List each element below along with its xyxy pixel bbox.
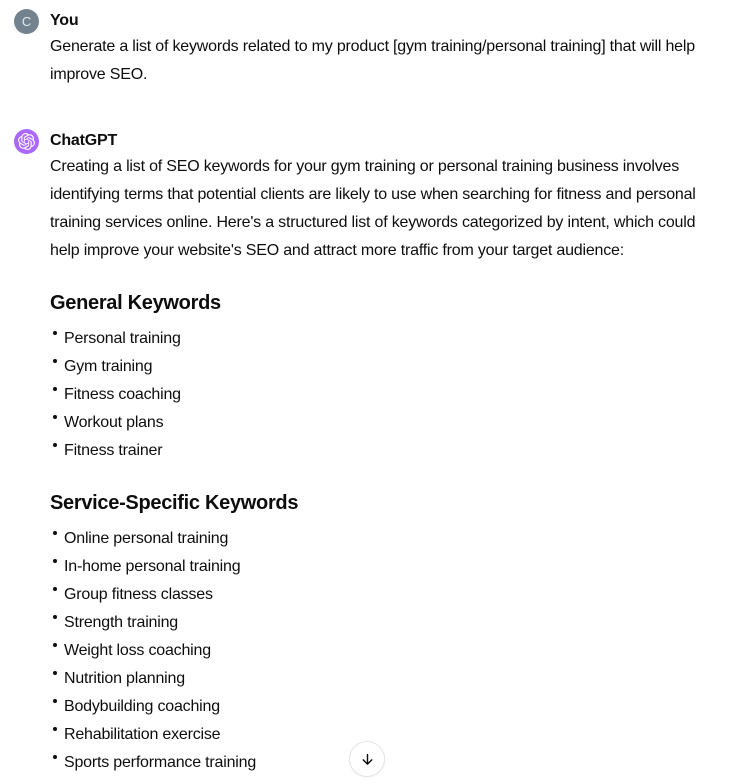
assistant-sender-name: ChatGPT	[50, 132, 118, 149]
keyword-list-service-specific	[50, 525, 724, 777]
chatgpt-avatar	[14, 129, 39, 154]
assistant-intro-text: Creating a list of SEO keywords for your gym training or personal training business involves identifying terms that potential clients are likely to use when searching for fitness and personal training services online. Here's a structured list of keywords categorized by intent, which could help improve your website's SEO and attract more traffic from your target audience:	[50, 158, 696, 259]
list-item: Sports performance training	[50, 749, 724, 777]
arrow-down-icon	[359, 751, 376, 768]
openai-logo-icon	[18, 133, 35, 150]
list-item: Workout plans	[50, 409, 724, 437]
user-message-body	[50, 9, 724, 89]
list-item: Bodybuilding coaching	[50, 693, 724, 721]
list-item: Rehabilitation exercise	[50, 721, 724, 749]
assistant-message	[14, 129, 724, 777]
user-avatar-letter: C	[21, 14, 32, 29]
list-item: Strength training	[50, 609, 724, 637]
list-item: Fitness coaching	[50, 381, 724, 409]
user-avatar	[14, 9, 39, 34]
list-item: Online personal training	[50, 525, 724, 553]
list-item: Group fitness classes	[50, 581, 724, 609]
list-item: Personal training	[50, 325, 724, 353]
list-item: In-home personal training	[50, 553, 724, 581]
scroll-to-bottom-button[interactable]	[349, 741, 385, 777]
section-heading-service-specific: Service-Specific Keywords	[50, 492, 299, 514]
list-item: Gym training	[50, 353, 724, 381]
section-heading-general: General Keywords	[50, 292, 221, 314]
list-item: Nutrition planning	[50, 665, 724, 693]
list-item: Fitness trainer	[50, 437, 724, 465]
user-sender-name: You	[50, 12, 79, 29]
keyword-list-general	[50, 325, 724, 465]
user-message	[14, 9, 724, 89]
user-message-text: Generate a list of keywords related to my product [gym training/personal training] that will help improve SEO.	[50, 38, 695, 83]
assistant-message-body	[50, 129, 724, 777]
list-item: Weight loss coaching	[50, 637, 724, 665]
